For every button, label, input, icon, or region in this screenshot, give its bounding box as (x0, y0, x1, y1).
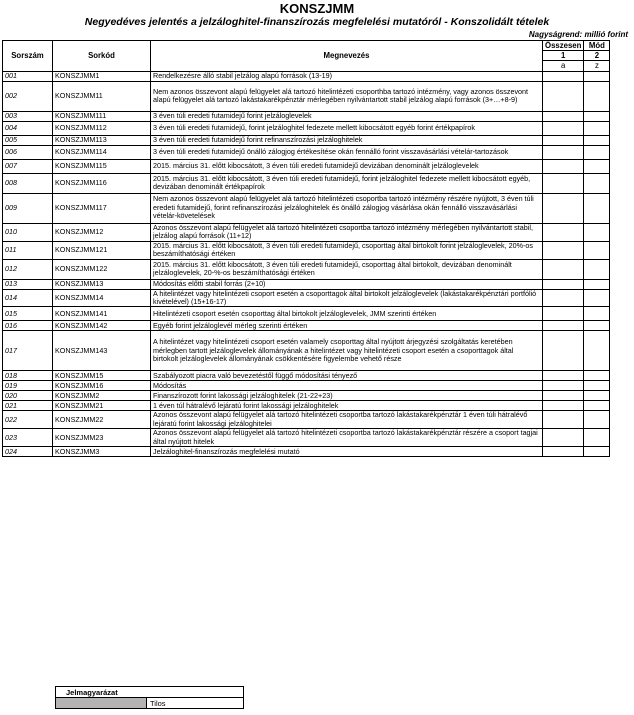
row-code: KONSZJMM11 (53, 81, 151, 111)
row-description: Azonos összevont alapú felügyelet alá tartozó hitelintézeti csoportba tartozó intézmény mérlegében nyilvántartott stabil, jelzálog alapú források (11+12) (151, 223, 543, 241)
row-code: KONSZJMM1 (53, 71, 151, 81)
value-cell-mod (584, 71, 610, 81)
value-cell-osszesen (543, 321, 584, 331)
report-title: KONSZJMM (279, 1, 355, 16)
row-number: 001 (3, 71, 53, 81)
row-number: 013 (3, 279, 53, 289)
header-col-2: 2 (584, 51, 610, 61)
row-code: KONSZJMM141 (53, 307, 151, 321)
row-description: 1 éven túl hátralévő lejáratú forint lakossági jelzáloghitelek (151, 401, 543, 411)
row-code: KONSZJMM116 (53, 173, 151, 193)
row-number: 024 (3, 447, 53, 457)
table-row (3, 331, 610, 371)
row-description: Rendelkezésre álló stabil jelzálog alapú források (13-19) (151, 71, 543, 81)
header-col-1: 1 (543, 51, 584, 61)
value-cell-osszesen (543, 223, 584, 241)
row-description: Módosítás (151, 381, 543, 391)
row-code: KONSZJMM112 (53, 121, 151, 135)
row-description: Nem azonos összevont alapú felügyelet alá tartozó hitelintézeti csoportba tartozó intézmény részére nyújtott, 3 éven túli eredeti futamidejű, forint refinanszírozási jelzáloghitelek és önálló zálogjog vásárlása okán fennálló visszavásárlási vételár-követelések (151, 193, 543, 223)
row-code: KONSZJMM21 (53, 401, 151, 411)
value-cell-osszesen (543, 135, 584, 145)
row-number: 002 (3, 81, 53, 111)
row-number: 023 (3, 429, 53, 447)
header-megnevezes: Megnevezés (151, 41, 543, 72)
value-cell-mod (584, 135, 610, 145)
table-row (3, 81, 610, 111)
row-description: A hitelintézet vagy hitelintézeti csoport esetén a csoporttagok által birtokolt jelzáloglevelek (lakástakarékpénztári portfólió kivételével) (15+16-17) (151, 289, 543, 307)
value-cell-mod (584, 307, 610, 321)
row-code: KONSZJMM114 (53, 145, 151, 159)
table-row (3, 241, 610, 259)
row-number: 022 (3, 411, 53, 429)
row-description: 2015. március 31. előtt kibocsátott, 3 éven túli eredeti futamidejű, forint jelzáloghitel fedezete mellett kibocsátott egyéb, devizában denominált értékpapírok (151, 173, 543, 193)
table-row (3, 307, 610, 321)
value-cell-osszesen (543, 391, 584, 401)
value-cell-osszesen (543, 111, 584, 121)
report-table (2, 40, 610, 457)
value-cell-mod (584, 81, 610, 111)
row-code: KONSZJMM115 (53, 159, 151, 173)
legend-title: Jelmagyarázat (56, 687, 244, 698)
value-cell-mod (584, 121, 610, 135)
value-cell-mod (584, 331, 610, 371)
row-description: Jelzáloghitel-finanszírozás megfelelési mutató (151, 447, 543, 457)
table-row (3, 289, 610, 307)
row-code: KONSZJMM22 (53, 411, 151, 429)
row-description: Azonos összevont alapú felügyelet alá tartozó hitelintézeti csoportba tartozó lakástakarékpénztár részére a csoport tagjai által nyújtott hitelek (151, 429, 543, 447)
value-cell-osszesen (543, 81, 584, 111)
value-cell-osszesen (543, 173, 584, 193)
value-cell-osszesen (543, 371, 584, 381)
row-number: 020 (3, 391, 53, 401)
row-code: KONSZJMM3 (53, 447, 151, 457)
row-number: 003 (3, 111, 53, 121)
value-cell-osszesen (543, 381, 584, 391)
table-row (3, 447, 610, 457)
row-description: Azonos összevont alapú felügyelet alá tartozó hitelintézeti csoportba tartozó lakástakarékpénztár 1 éven túli hátralévő lejáratú forint lakossági jelzáloghitelei (151, 411, 543, 429)
value-cell-osszesen (543, 307, 584, 321)
value-cell-osszesen (543, 241, 584, 259)
table-row (3, 381, 610, 391)
row-number: 021 (3, 401, 53, 411)
value-cell-osszesen (543, 71, 584, 81)
row-code: KONSZJMM121 (53, 241, 151, 259)
table-row (3, 279, 610, 289)
report-subtitle: Negyedéves jelentés a jelzáloghitel-finanszírozás megfelelési mutatóról - Konszolidált tételek (84, 16, 550, 28)
row-description: Finanszírozott forint lakossági jelzáloghitelek (21-22+23) (151, 391, 543, 401)
row-code: KONSZJMM2 (53, 391, 151, 401)
table-row (3, 391, 610, 401)
value-cell-mod (584, 429, 610, 447)
row-description: 2015. március 31. előtt kibocsátott, 3 éven túli eredeti futamidejű, csoporttag által birtokolt forint jelzáloglevelek, 20%-os beszámíthatósági értéken (151, 241, 543, 259)
legend (55, 686, 244, 709)
header-sorkod: Sorkód (53, 41, 151, 72)
value-cell-osszesen (543, 331, 584, 371)
table-row (3, 135, 610, 145)
row-code: KONSZJMM122 (53, 259, 151, 279)
row-description: 2015. március 31. előtt kibocsátott, 3 éven túli eredeti futamidejű devizában denominált jelzáloglevelek (151, 159, 543, 173)
value-cell-mod (584, 371, 610, 381)
value-cell-mod (584, 145, 610, 159)
value-cell-osszesen (543, 193, 584, 223)
header-col-a: a (543, 61, 584, 71)
table-row (3, 173, 610, 193)
value-cell-mod (584, 401, 610, 411)
legend-swatch-tilos (56, 698, 147, 709)
value-cell-osszesen (543, 429, 584, 447)
row-code: KONSZJMM12 (53, 223, 151, 241)
row-number: 017 (3, 331, 53, 371)
table-row (3, 159, 610, 173)
row-number: 004 (3, 121, 53, 135)
value-cell-mod (584, 111, 610, 121)
value-cell-mod (584, 411, 610, 429)
table-row (3, 71, 610, 81)
row-description: Egyéb forint jelzáloglevél mérleg szerinti értéken (151, 321, 543, 331)
row-description: 3 éven túli eredeti futamidejű, forint jelzáloghitel fedezete mellett kibocsátott egyéb forint értékpapírok (151, 121, 543, 135)
row-code: KONSZJMM23 (53, 429, 151, 447)
row-number: 007 (3, 159, 53, 173)
value-cell-osszesen (543, 121, 584, 135)
row-number: 010 (3, 223, 53, 241)
value-cell-osszesen (543, 145, 584, 159)
row-number: 005 (3, 135, 53, 145)
row-code: KONSZJMM111 (53, 111, 151, 121)
row-code: KONSZJMM143 (53, 331, 151, 371)
row-number: 014 (3, 289, 53, 307)
table-row (3, 121, 610, 135)
table-row (3, 259, 610, 279)
value-cell-mod (584, 447, 610, 457)
table-row (3, 111, 610, 121)
header-osszesen: Összesen (543, 41, 584, 51)
table-row (3, 223, 610, 241)
value-cell-mod (584, 381, 610, 391)
table-row (3, 411, 610, 429)
row-number: 012 (3, 259, 53, 279)
value-cell-osszesen (543, 401, 584, 411)
value-cell-mod (584, 193, 610, 223)
value-cell-osszesen (543, 279, 584, 289)
row-description: A hitelintézet vagy hitelintézeti csoport esetén valamely csoporttag által nyújtott árjegyzési szolgáltatás keretében mérlegben tartott jelzáloglevelek állományának a hitelintézet vagy hitelintézeti csoport esetén a csoporttagok által birtokolt jelzáloglevelek állományának csökkentésére figyelembe vehető része (151, 331, 543, 371)
value-cell-osszesen (543, 289, 584, 307)
table-row (3, 145, 610, 159)
value-cell-osszesen (543, 447, 584, 457)
row-number: 008 (3, 173, 53, 193)
row-number: 009 (3, 193, 53, 223)
legend-label-tilos: Tilos (147, 698, 244, 709)
value-cell-mod (584, 259, 610, 279)
value-cell-osszesen (543, 259, 584, 279)
row-code: KONSZJMM142 (53, 321, 151, 331)
value-cell-mod (584, 289, 610, 307)
table-row (3, 401, 610, 411)
table-body (3, 71, 610, 457)
value-cell-mod (584, 223, 610, 241)
row-code: KONSZJMM113 (53, 135, 151, 145)
row-description: Nem azonos összevont alapú felügyelet alá tartozó hitelintézeti csoporthba tartozó intézmény, vagy azonos összevont alapú felügyelet alá tartozó lakástakarékpénztár mérlegében nyilvántartott stabil jelzálog alapú források (3+…+8-9) (151, 81, 543, 111)
row-description: 3 éven túli eredeti futamidejű forint jelzáloglevelek (151, 111, 543, 121)
row-number: 011 (3, 241, 53, 259)
table-row (3, 193, 610, 223)
row-code: KONSZJMM15 (53, 371, 151, 381)
value-cell-mod (584, 279, 610, 289)
value-cell-osszesen (543, 159, 584, 173)
row-number: 018 (3, 371, 53, 381)
row-number: 015 (3, 307, 53, 321)
value-cell-mod (584, 173, 610, 193)
row-code: KONSZJMM117 (53, 193, 151, 223)
row-number: 019 (3, 381, 53, 391)
value-cell-mod (584, 321, 610, 331)
row-description: 3 éven túli eredeti futamidejű forint refinanszírozási jelzáloghitelek (151, 135, 543, 145)
value-cell-mod (584, 391, 610, 401)
row-description: 2015. március 31. előtt kibocsátott, 3 éven túli eredeti futamidejű, csoporttag által birtokolt, devizában denominált jelzáloglevelek, 20-%-os beszámíthatósági értéken (151, 259, 543, 279)
value-cell-mod (584, 159, 610, 173)
table-row (3, 429, 610, 447)
row-description: Hitelintézeti csoport esetén csoporttag által birtokolt jelzáloglevelek, JMM szerinti értéken (151, 307, 543, 321)
unit-note: Nagyságrend: millió forint (528, 30, 628, 39)
table-row (3, 371, 610, 381)
row-description: Szabályozott piacra való bevezetéstől függő módosítási tényező (151, 371, 543, 381)
row-code: KONSZJMM13 (53, 279, 151, 289)
value-cell-mod (584, 241, 610, 259)
header-mod: Mód (584, 41, 610, 51)
table-row (3, 321, 610, 331)
row-code: KONSZJMM16 (53, 381, 151, 391)
value-cell-osszesen (543, 411, 584, 429)
header-sorszam: Sorszám (3, 41, 53, 72)
row-description: 3 éven túli eredeti futamidejű önálló zálogjog értékesítése okán fennálló forint visszavásárlási vételár-tartozások (151, 145, 543, 159)
header-col-z: z (584, 61, 610, 71)
row-code: KONSZJMM14 (53, 289, 151, 307)
row-number: 016 (3, 321, 53, 331)
row-number: 006 (3, 145, 53, 159)
row-description: Módosítás előtti stabil forrás (2+10) (151, 279, 543, 289)
